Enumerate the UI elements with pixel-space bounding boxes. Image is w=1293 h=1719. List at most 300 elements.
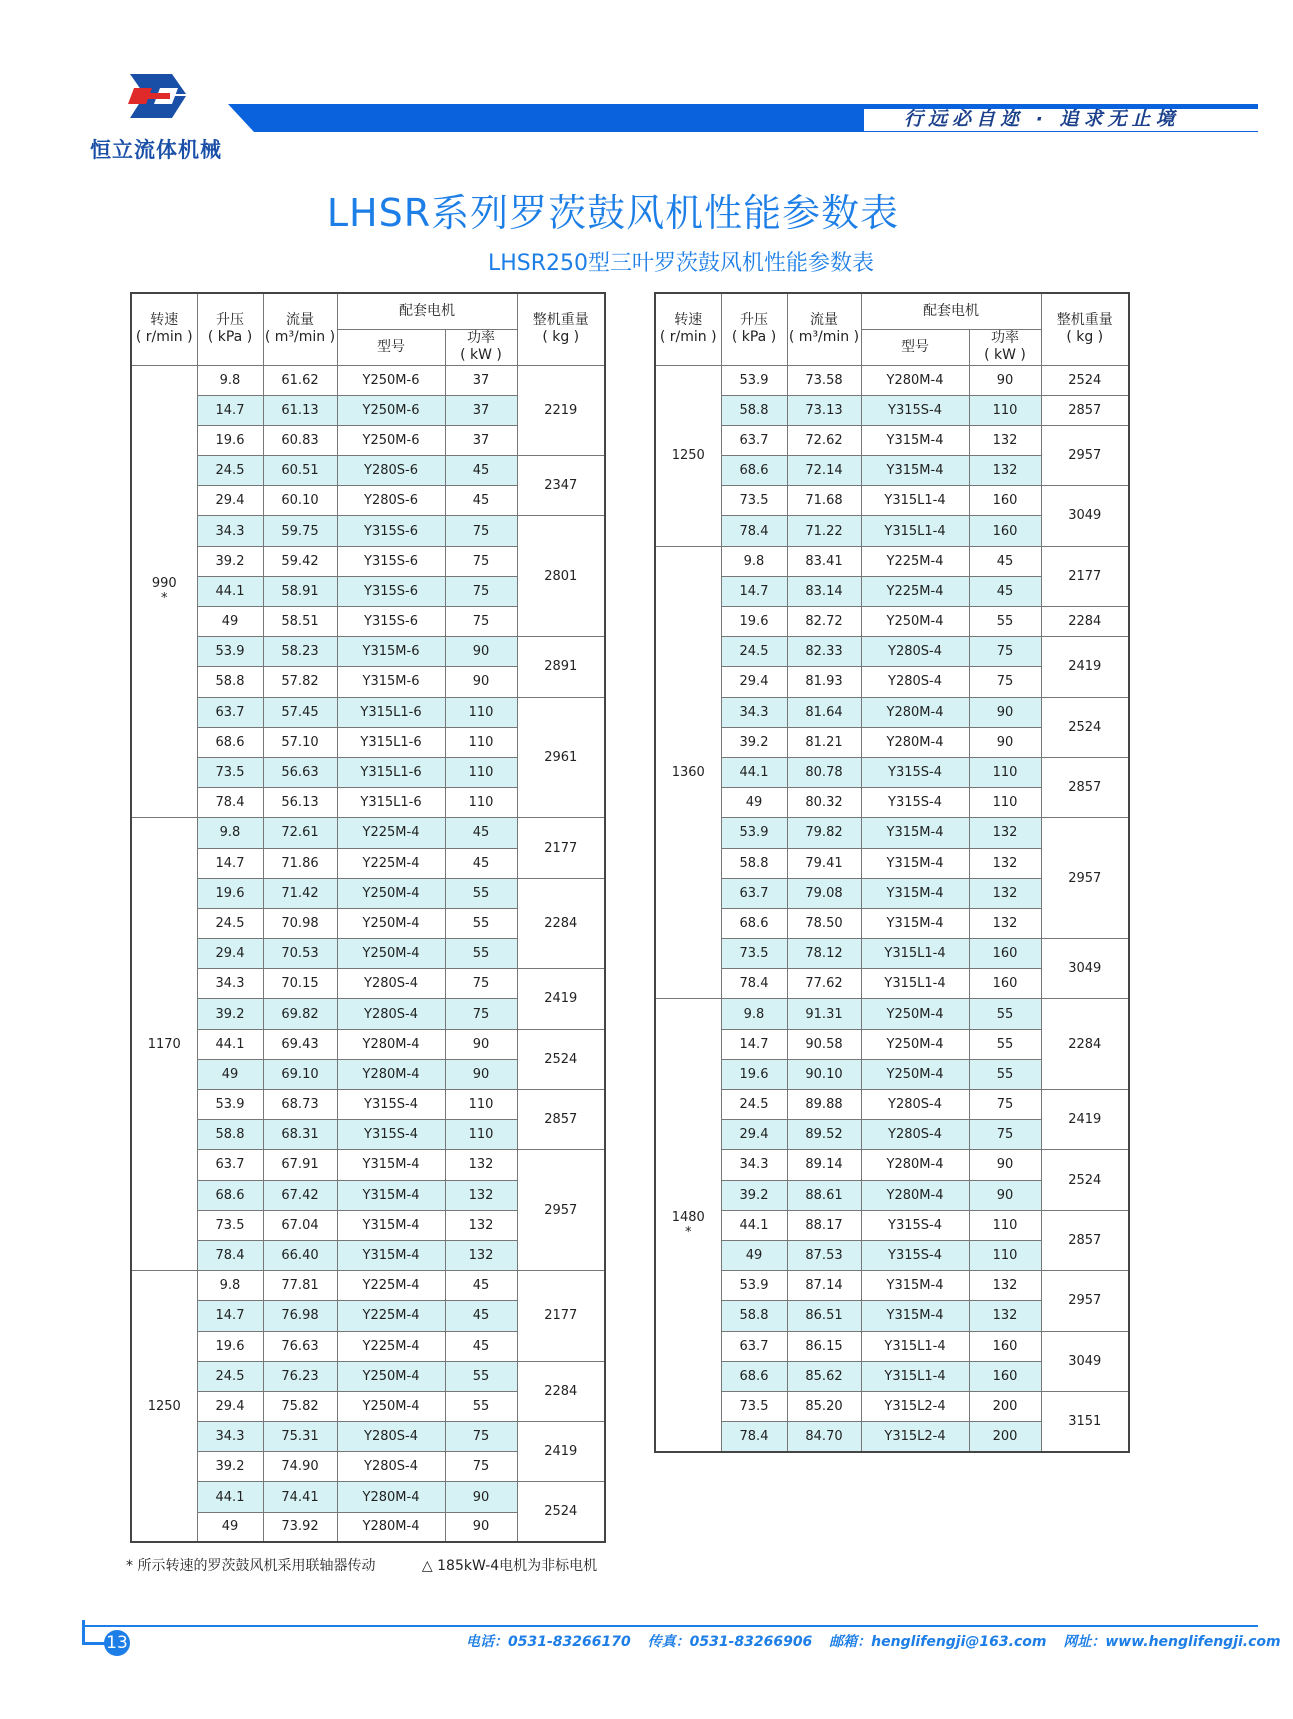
weight-cell: 3049: [1041, 1331, 1129, 1391]
model-cell: Y315M-4: [337, 1210, 445, 1240]
power-cell: 75: [445, 607, 517, 637]
power-cell: 90: [445, 1512, 517, 1542]
weight-cell: 2857: [517, 1090, 605, 1150]
table-row: [655, 757, 1129, 787]
pressure-cell: 19.6: [721, 1059, 787, 1089]
pressure-cell: 49: [721, 1240, 787, 1270]
model-cell: Y280S-4: [337, 1422, 445, 1452]
weight-cell: 2801: [517, 516, 605, 637]
flow-cell: 81.93: [787, 667, 861, 697]
model-cell: Y315M-4: [861, 425, 969, 455]
flow-cell: 56.13: [263, 788, 337, 818]
flow-cell: 75.82: [263, 1391, 337, 1421]
pressure-cell: 68.6: [721, 908, 787, 938]
pressure-cell: 14.7: [197, 1301, 263, 1331]
flow-cell: 83.14: [787, 576, 861, 606]
pressure-cell: 29.4: [197, 1391, 263, 1421]
table-row: [131, 969, 605, 999]
power-cell: 132: [969, 456, 1041, 486]
flow-cell: 66.40: [263, 1240, 337, 1270]
pressure-cell: 39.2: [197, 999, 263, 1029]
table-row: [655, 939, 1129, 969]
power-cell: 55: [969, 1059, 1041, 1089]
model-cell: Y280S-4: [861, 1090, 969, 1120]
weight-cell: 2524: [517, 1482, 605, 1542]
header-power: 功率 ( kW ): [445, 329, 517, 365]
table-subtitle: LHSR250型三叶罗茨鼓风机性能参数表: [487, 251, 875, 276]
weight-cell: 3151: [1041, 1391, 1129, 1451]
flow-cell: 78.50: [787, 908, 861, 938]
power-cell: 160: [969, 969, 1041, 999]
model-cell: Y315L1-6: [337, 788, 445, 818]
speed-cell: 1170: [131, 818, 197, 1271]
model-cell: Y250M-4: [337, 908, 445, 938]
weight-cell: 2524: [517, 1029, 605, 1089]
power-cell: 75: [445, 999, 517, 1029]
power-cell: 132: [969, 908, 1041, 938]
power-cell: 75: [969, 667, 1041, 697]
flow-cell: 59.75: [263, 516, 337, 546]
header-speed: 转速 ( r/min ): [131, 293, 197, 365]
model-cell: Y315M-4: [861, 456, 969, 486]
model-cell: Y250M-4: [337, 878, 445, 908]
power-cell: 45: [969, 546, 1041, 576]
weight-cell: 2891: [517, 637, 605, 697]
page-title: LHSR系列罗茨鼓风机性能参数表: [326, 191, 900, 235]
power-cell: 110: [969, 788, 1041, 818]
flow-cell: 76.23: [263, 1361, 337, 1391]
power-cell: 132: [445, 1180, 517, 1210]
flow-cell: 67.42: [263, 1180, 337, 1210]
table-row: [655, 1391, 1129, 1421]
speed-cell: 1480 *: [655, 999, 721, 1452]
pressure-cell: 49: [721, 788, 787, 818]
pressure-cell: 44.1: [721, 1210, 787, 1240]
table-row: [131, 1361, 605, 1391]
flow-cell: 71.68: [787, 486, 861, 516]
flow-cell: 79.08: [787, 878, 861, 908]
flow-cell: 69.43: [263, 1029, 337, 1059]
pressure-cell: 24.5: [721, 637, 787, 667]
table-row: [655, 637, 1129, 667]
power-cell: 110: [969, 1210, 1041, 1240]
weight-cell: 2177: [1041, 546, 1129, 606]
flow-cell: 79.82: [787, 818, 861, 848]
pressure-cell: 34.3: [197, 969, 263, 999]
weight-cell: 2857: [1041, 757, 1129, 817]
hl-logo-icon: [112, 70, 202, 132]
header-model: 型号: [337, 329, 445, 365]
table-row: [131, 818, 605, 848]
table-row: [655, 1150, 1129, 1180]
pressure-cell: 14.7: [721, 576, 787, 606]
model-cell: Y280S-6: [337, 456, 445, 486]
model-cell: Y225M-4: [337, 818, 445, 848]
pressure-cell: 58.8: [721, 395, 787, 425]
power-cell: 55: [445, 908, 517, 938]
flow-cell: 80.32: [787, 788, 861, 818]
power-cell: 55: [445, 878, 517, 908]
table-row: [655, 697, 1129, 727]
model-cell: Y250M-4: [861, 1059, 969, 1089]
flow-cell: 86.15: [787, 1331, 861, 1361]
flow-cell: 84.70: [787, 1422, 861, 1452]
model-cell: Y315M-6: [337, 667, 445, 697]
speed-cell: 1250: [131, 1271, 197, 1543]
model-cell: Y315L2-4: [861, 1422, 969, 1452]
pressure-cell: 29.4: [721, 1120, 787, 1150]
power-cell: 45: [445, 486, 517, 516]
model-cell: Y315S-4: [861, 1210, 969, 1240]
speed-cell: 1360: [655, 546, 721, 999]
power-cell: 90: [969, 727, 1041, 757]
flow-cell: 57.82: [263, 667, 337, 697]
flow-cell: 83.41: [787, 546, 861, 576]
flow-cell: 69.10: [263, 1059, 337, 1089]
power-cell: 90: [969, 697, 1041, 727]
power-cell: 90: [445, 1029, 517, 1059]
weight-cell: 2419: [517, 1422, 605, 1482]
header-weight: 整机重量 ( kg ): [1041, 293, 1129, 365]
model-cell: Y250M-4: [337, 1391, 445, 1421]
pressure-cell: 53.9: [197, 1090, 263, 1120]
flow-cell: 67.91: [263, 1150, 337, 1180]
flow-cell: 72.61: [263, 818, 337, 848]
flow-cell: 85.62: [787, 1361, 861, 1391]
pressure-cell: 29.4: [721, 667, 787, 697]
power-cell: 55: [969, 607, 1041, 637]
flow-cell: 85.20: [787, 1391, 861, 1421]
model-cell: Y280M-4: [337, 1059, 445, 1089]
weight-cell: 2524: [1041, 1150, 1129, 1210]
model-cell: Y280S-4: [337, 999, 445, 1029]
model-cell: Y315M-4: [861, 848, 969, 878]
model-cell: Y315L1-6: [337, 697, 445, 727]
power-cell: 90: [969, 1150, 1041, 1180]
pressure-cell: 53.9: [721, 365, 787, 395]
model-cell: Y315M-6: [337, 637, 445, 667]
power-cell: 75: [445, 969, 517, 999]
power-cell: 75: [445, 516, 517, 546]
table-row: [655, 999, 1129, 1029]
flow-cell: 76.98: [263, 1301, 337, 1331]
pressure-cell: 9.8: [197, 1271, 263, 1301]
model-cell: Y280S-4: [861, 667, 969, 697]
performance-table-right: [654, 292, 1130, 1453]
power-cell: 45: [445, 848, 517, 878]
weight-cell: 2957: [1041, 425, 1129, 485]
flow-cell: 81.64: [787, 697, 861, 727]
power-cell: 75: [445, 546, 517, 576]
flow-cell: 75.31: [263, 1422, 337, 1452]
pressure-cell: 78.4: [721, 1422, 787, 1452]
power-cell: 55: [445, 1391, 517, 1421]
weight-cell: 3049: [1041, 486, 1129, 546]
flow-cell: 61.13: [263, 395, 337, 425]
model-cell: Y225M-4: [337, 1271, 445, 1301]
power-cell: 110: [969, 1240, 1041, 1270]
flow-cell: 61.62: [263, 365, 337, 395]
weight-cell: 2957: [517, 1150, 605, 1271]
pressure-cell: 19.6: [197, 878, 263, 908]
flow-cell: 70.98: [263, 908, 337, 938]
model-cell: Y315S-4: [861, 757, 969, 787]
pressure-cell: 53.9: [721, 818, 787, 848]
pressure-cell: 24.5: [197, 456, 263, 486]
weight-cell: 2524: [1041, 697, 1129, 757]
weight-cell: 2284: [517, 1361, 605, 1421]
model-cell: Y315L1-4: [861, 1361, 969, 1391]
page-number: 13: [104, 1630, 130, 1656]
speed-cell: 1250: [655, 365, 721, 546]
weight-cell: 2524: [1041, 365, 1129, 395]
model-cell: Y315L1-4: [861, 939, 969, 969]
pressure-cell: 78.4: [197, 1240, 263, 1270]
weight-cell: 2957: [1041, 1271, 1129, 1331]
header-flow: 流量 ( m³/min ): [787, 293, 861, 365]
flow-cell: 80.78: [787, 757, 861, 787]
flow-cell: 57.10: [263, 727, 337, 757]
model-cell: Y315M-4: [861, 818, 969, 848]
pressure-cell: 53.9: [197, 637, 263, 667]
logo-text: 恒立流体机械: [90, 138, 222, 162]
flow-cell: 73.58: [787, 365, 861, 395]
flow-cell: 70.53: [263, 939, 337, 969]
model-cell: Y315S-4: [861, 1240, 969, 1270]
performance-table-left: [130, 292, 606, 1543]
power-cell: 110: [445, 1090, 517, 1120]
flow-cell: 88.17: [787, 1210, 861, 1240]
model-cell: Y315L1-4: [861, 486, 969, 516]
power-cell: 160: [969, 516, 1041, 546]
header-model: 型号: [861, 329, 969, 365]
table-row: [655, 607, 1129, 637]
flow-cell: 90.10: [787, 1059, 861, 1089]
pressure-cell: 73.5: [197, 1210, 263, 1240]
flow-cell: 87.53: [787, 1240, 861, 1270]
flow-cell: 89.14: [787, 1150, 861, 1180]
flow-cell: 73.92: [263, 1512, 337, 1542]
flow-cell: 70.15: [263, 969, 337, 999]
pressure-cell: 44.1: [197, 1029, 263, 1059]
power-cell: 45: [445, 1271, 517, 1301]
flow-cell: 68.31: [263, 1120, 337, 1150]
pressure-cell: 44.1: [197, 576, 263, 606]
model-cell: Y225M-4: [861, 576, 969, 606]
table-row: [655, 425, 1129, 455]
power-cell: 200: [969, 1422, 1041, 1452]
flow-cell: 78.12: [787, 939, 861, 969]
power-cell: 132: [969, 425, 1041, 455]
power-cell: 160: [969, 939, 1041, 969]
model-cell: Y280S-4: [337, 969, 445, 999]
power-cell: 37: [445, 395, 517, 425]
pressure-cell: 19.6: [197, 425, 263, 455]
contact-phone: 电话：0531-83266170: [466, 1634, 631, 1650]
power-cell: 75: [445, 1452, 517, 1482]
model-cell: Y280S-4: [337, 1452, 445, 1482]
pressure-cell: 73.5: [721, 486, 787, 516]
table-row: [655, 1210, 1129, 1240]
flow-cell: 72.62: [787, 425, 861, 455]
model-cell: Y225M-4: [337, 1331, 445, 1361]
power-cell: 55: [445, 1361, 517, 1391]
power-cell: 132: [969, 818, 1041, 848]
model-cell: Y250M-4: [337, 1361, 445, 1391]
pressure-cell: 9.8: [197, 818, 263, 848]
weight-cell: 2419: [1041, 1090, 1129, 1150]
pressure-cell: 58.8: [197, 667, 263, 697]
pressure-cell: 14.7: [197, 395, 263, 425]
flow-cell: 73.13: [787, 395, 861, 425]
model-cell: Y250M-6: [337, 365, 445, 395]
power-cell: 110: [969, 757, 1041, 787]
pressure-cell: 9.8: [197, 365, 263, 395]
table-row: [655, 486, 1129, 516]
footer-divider: [82, 1625, 1258, 1627]
model-cell: Y280M-4: [337, 1029, 445, 1059]
power-cell: 75: [969, 1090, 1041, 1120]
flow-cell: 60.83: [263, 425, 337, 455]
power-cell: 132: [969, 848, 1041, 878]
weight-cell: 2857: [1041, 395, 1129, 425]
weight-cell: 2419: [517, 969, 605, 1029]
table-row: [131, 1029, 605, 1059]
power-cell: 90: [969, 1180, 1041, 1210]
weight-cell: 2347: [517, 456, 605, 516]
model-cell: Y225M-4: [861, 546, 969, 576]
table-row: [131, 1482, 605, 1512]
table-row: [131, 637, 605, 667]
table-row: [655, 1271, 1129, 1301]
power-cell: 75: [445, 1422, 517, 1452]
pressure-cell: 14.7: [197, 848, 263, 878]
flow-cell: 59.42: [263, 546, 337, 576]
contact-fax: 传真：0531-83266906: [647, 1634, 813, 1650]
model-cell: Y280M-4: [861, 365, 969, 395]
weight-cell: 2284: [1041, 999, 1129, 1090]
power-cell: 132: [445, 1240, 517, 1270]
model-cell: Y315M-4: [861, 1301, 969, 1331]
pressure-cell: 34.3: [721, 697, 787, 727]
power-cell: 75: [969, 1120, 1041, 1150]
pressure-cell: 63.7: [721, 878, 787, 908]
flow-cell: 74.90: [263, 1452, 337, 1482]
pressure-cell: 49: [197, 607, 263, 637]
flow-cell: 71.86: [263, 848, 337, 878]
pressure-cell: 58.8: [197, 1120, 263, 1150]
header-banner: [228, 104, 1258, 132]
power-cell: 110: [445, 1120, 517, 1150]
model-cell: Y280M-4: [861, 697, 969, 727]
pressure-cell: 73.5: [197, 757, 263, 787]
model-cell: Y315L2-4: [861, 1391, 969, 1421]
pressure-cell: 9.8: [721, 999, 787, 1029]
pressure-cell: 73.5: [721, 939, 787, 969]
weight-cell: 2177: [517, 818, 605, 878]
pressure-cell: 63.7: [721, 1331, 787, 1361]
weight-cell: 2857: [1041, 1210, 1129, 1270]
pressure-cell: 44.1: [721, 757, 787, 787]
flow-cell: 77.62: [787, 969, 861, 999]
power-cell: 75: [969, 637, 1041, 667]
pressure-cell: 68.6: [197, 1180, 263, 1210]
power-cell: 37: [445, 425, 517, 455]
pressure-cell: 73.5: [721, 1391, 787, 1421]
model-cell: Y280S-4: [861, 1120, 969, 1150]
pressure-cell: 24.5: [721, 1090, 787, 1120]
header-pressure: 升压 ( kPa ): [721, 293, 787, 365]
pressure-cell: 78.4: [197, 788, 263, 818]
model-cell: Y280S-4: [861, 637, 969, 667]
pressure-cell: 29.4: [197, 939, 263, 969]
power-cell: 132: [969, 1301, 1041, 1331]
note-nonstandard-motor: △ 185kW-4电机为非标电机: [421, 1558, 598, 1574]
header-power: 功率 ( kW ): [969, 329, 1041, 365]
table-row: [131, 1271, 605, 1301]
company-logo: [86, 64, 226, 164]
header-weight: 整机重量 ( kg ): [517, 293, 605, 365]
flow-cell: 69.82: [263, 999, 337, 1029]
flow-cell: 71.22: [787, 516, 861, 546]
power-cell: 132: [445, 1150, 517, 1180]
power-cell: 75: [445, 576, 517, 606]
pressure-cell: 24.5: [197, 908, 263, 938]
table-row: [131, 1150, 605, 1180]
pressure-cell: 49: [197, 1512, 263, 1542]
pressure-cell: 19.6: [721, 607, 787, 637]
pressure-cell: 34.3: [197, 516, 263, 546]
model-cell: Y315M-4: [861, 1271, 969, 1301]
power-cell: 110: [445, 788, 517, 818]
pressure-cell: 34.3: [197, 1422, 263, 1452]
flow-cell: 71.42: [263, 878, 337, 908]
flow-cell: 87.14: [787, 1271, 861, 1301]
flow-cell: 77.81: [263, 1271, 337, 1301]
pressure-cell: 68.6: [721, 456, 787, 486]
power-cell: 90: [445, 1482, 517, 1512]
pressure-cell: 24.5: [197, 1361, 263, 1391]
weight-cell: 2219: [517, 365, 605, 456]
pressure-cell: 44.1: [197, 1482, 263, 1512]
model-cell: Y280M-4: [861, 1180, 969, 1210]
power-cell: 160: [969, 486, 1041, 516]
pressure-cell: 58.8: [721, 1301, 787, 1331]
model-cell: Y315L1-4: [861, 516, 969, 546]
pressure-cell: 14.7: [721, 1029, 787, 1059]
model-cell: Y315L1-6: [337, 727, 445, 757]
model-cell: Y280M-4: [337, 1482, 445, 1512]
model-cell: Y315M-4: [337, 1150, 445, 1180]
weight-cell: 2284: [1041, 607, 1129, 637]
table-row: [131, 456, 605, 486]
model-cell: Y315S-6: [337, 516, 445, 546]
flow-cell: 79.41: [787, 848, 861, 878]
flow-cell: 57.45: [263, 697, 337, 727]
model-cell: Y315M-4: [861, 908, 969, 938]
pressure-cell: 39.2: [197, 546, 263, 576]
power-cell: 132: [969, 1271, 1041, 1301]
model-cell: Y250M-4: [337, 939, 445, 969]
weight-cell: 2419: [1041, 637, 1129, 697]
power-cell: 132: [969, 878, 1041, 908]
header-motor: 配套电机: [337, 293, 517, 329]
model-cell: Y315S-6: [337, 546, 445, 576]
table-row: [655, 818, 1129, 848]
flow-cell: 76.63: [263, 1331, 337, 1361]
flow-cell: 60.10: [263, 486, 337, 516]
power-cell: 45: [445, 818, 517, 848]
